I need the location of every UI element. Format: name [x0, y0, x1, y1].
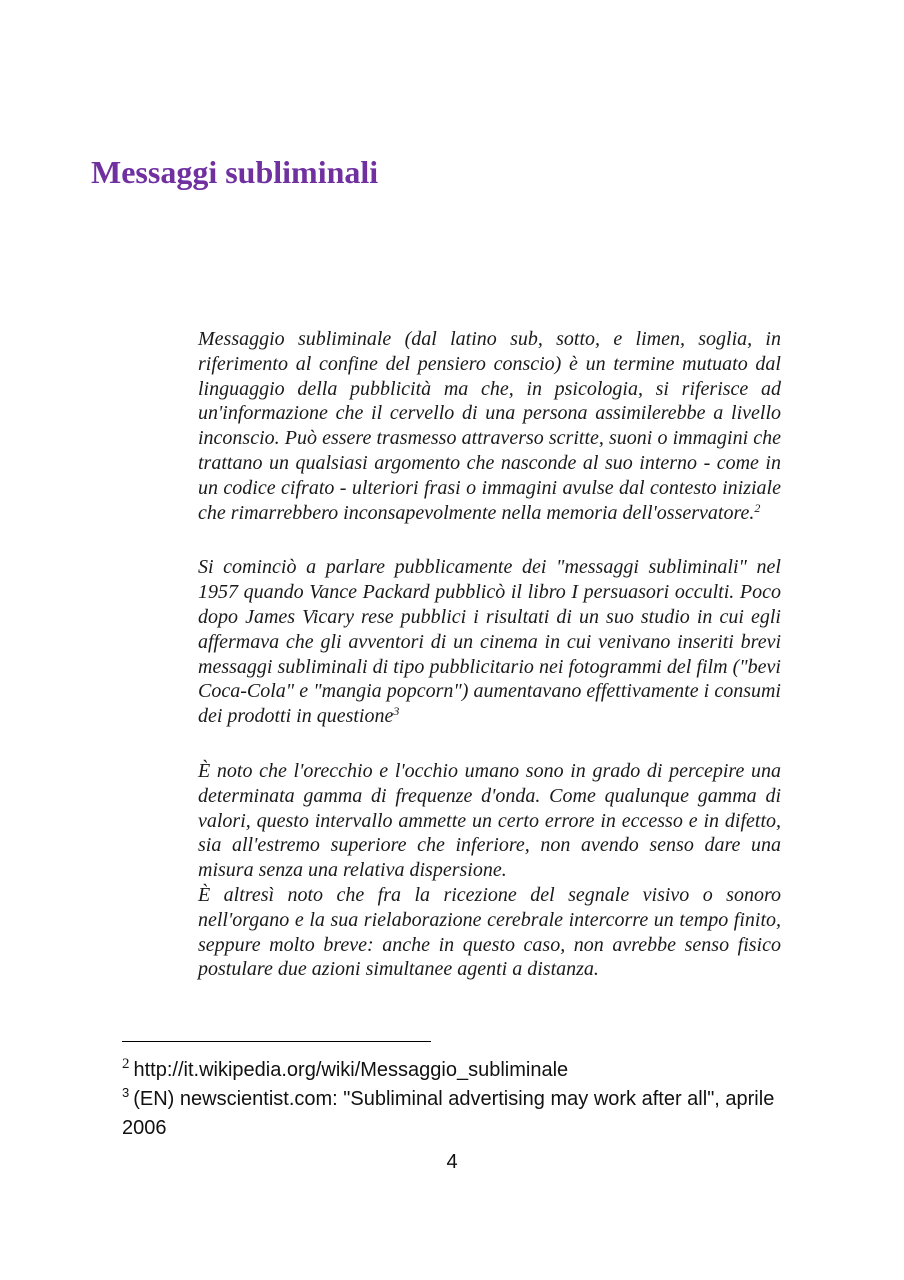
paragraph-1-text: Messaggio subliminale (dal latino sub, sotto, e limen, soglia, in riferimento al confine del pensiero conscio) è un termine mutuato dal linguaggio della pubblicità ma che, in psicologia, si riferisce ad un'informazione che il cervello di una persona assimilerebbe a livello inconscio. Può essere trasmesso attraverso scritte, suoni o immagini che trattano un qualsiasi argomento che nasconde al suo interno - come in un codice cifrato - ulteriori frasi o immagini avulse dal contesto iniziale che rimarrebbero inconsapevolmente nella memoria dell'osservatore.	[198, 328, 781, 524]
footnote-ref-2[interactable]: 2	[754, 500, 761, 515]
paragraph-2-text: Si cominciò a parlare pubblicamente dei "messaggi subliminali" nel 1957 quando Vance Packard pubblicò il libro I persuasori occulti. Poco dopo James Vicary rese pubblici i risultati di un suo studio in cui egli affermava che gli avventori di un cinema in cui venivano inseriti brevi messaggi subliminali di tipo pubblicitario nei fotogrammi del film ("bevi Coca-Cola" e "mangia popcorn") aumentavano effettivamente i consumi dei prodotti in questione	[198, 556, 781, 728]
paragraph-2	[198, 555, 781, 729]
paragraph-4: È altresì noto che fra la ricezione del segnale visivo o sonoro nell'organo e la sua rielaborazione cerebrale intercorre un tempo finito, seppure molto breve: anche in questo caso, non avrebbe senso fisico postulare due azioni simultanee agenti a distanza.	[198, 883, 781, 981]
page-number	[0, 1148, 904, 1176]
footnote-marker-3: 3	[122, 1085, 130, 1100]
footnote-marker-2: 2	[122, 1056, 130, 1072]
footnote-2	[122, 1056, 792, 1085]
footnote-ref-3[interactable]: 3	[393, 704, 400, 719]
paragraph-1	[198, 327, 781, 525]
footnote-3	[122, 1085, 792, 1143]
footnotes	[122, 1056, 792, 1143]
paragraph-3: È noto che l'orecchio e l'occhio umano sono in grado di percepire una determinata gamma di frequenze d'onda. Come qualunque gamma di valori, questo intervallo ammette un certo errore in eccesso e in difetto, sia all'estremo superiore che inferiore, non avendo senso dare una misura senza una relativa dispersione.	[198, 759, 781, 882]
page-number-value: 4	[446, 1151, 458, 1173]
footnote-2-link[interactable]: http://it.wikipedia.org/wiki/Messaggio_subliminale	[133, 1059, 569, 1081]
footnote-3-text: (EN) newscientist.com: "Subliminal advertising may work after all", aprile 2006	[122, 1088, 775, 1139]
page-title: Messaggi subliminali	[91, 154, 379, 190]
footnote-separator	[122, 1041, 431, 1042]
body-text	[198, 327, 781, 982]
